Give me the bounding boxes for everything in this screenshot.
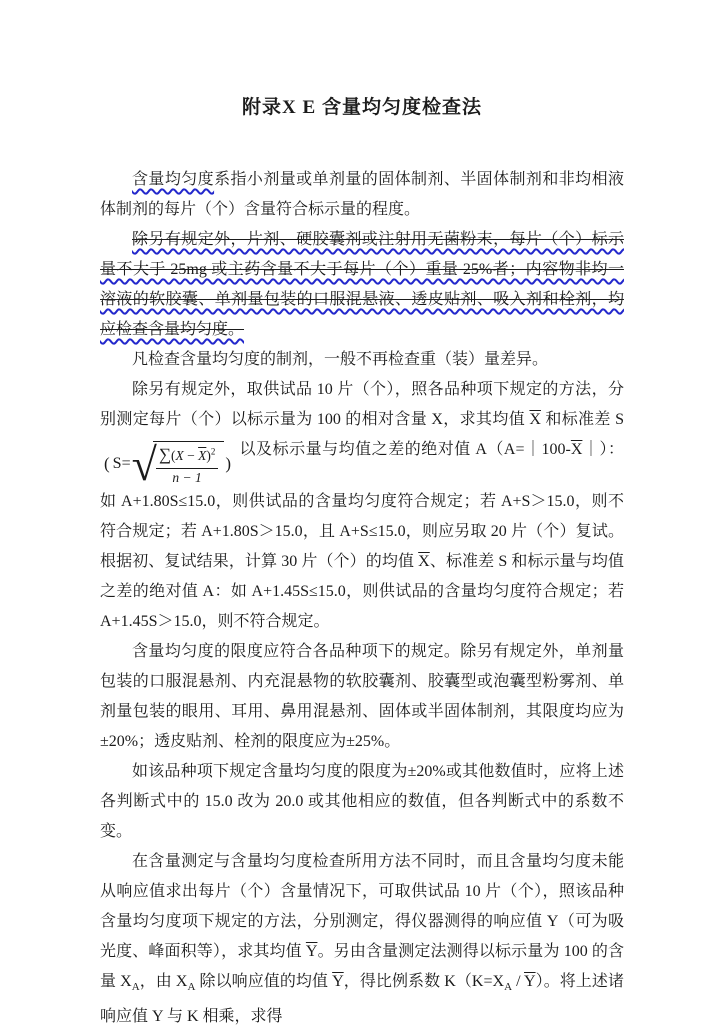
paragraph-text: ，由 X [139, 972, 188, 990]
formula-exponent: 2 [210, 446, 216, 457]
paragraph-limits [100, 637, 624, 757]
paragraph-text: ｜）：如 A+1.80S≤15.0，则供试品的含量均匀度符合规定；若 A+S＞15.0，则不符合规定；若 A+1.80S＞15.0，且 A+S≤15.0，则应另取 20 片（个）复试。根据初、复试结果，计算 30 片（个）的均值 [100, 441, 624, 570]
formula-x: X [175, 448, 184, 464]
formula-rparen: ) [206, 448, 211, 464]
wavy-underlined-term: 含量均匀度 [132, 171, 215, 188]
paragraph-text: 以及标示量与均值之差的绝对值 A（A=｜100- [235, 441, 571, 458]
formula-fraction [153, 441, 225, 486]
formula-denominator: n − 1 [172, 469, 202, 485]
radical-sign: √ [131, 439, 157, 490]
formula-open-bracket: ( [104, 454, 110, 473]
page-title: 附录X E 含量均匀度检查法 [242, 97, 482, 118]
paragraph-text: 如该品种项下规定含量均匀度的限度为±20%或其他数值时，应将上述各判断式中的 15.0 改为 20.0 或其他相应的数值，但各判断式中的系数不变。 [100, 762, 624, 840]
paragraph-text: 在含量测定与含量均匀度检查所用方法不同时，而且含量均匀度未能从响应值求出每片（个）含量情况下，可取供试品 10 片（个），照该品种含量均匀度项下规定的方法，分别测定，得仪器测得的响应值 Y（可为吸光度、峰面积等），求其均值 [100, 852, 624, 960]
paragraph-text: ，得比例系数 K（K=X [343, 972, 505, 990]
paragraph-definition [100, 165, 624, 225]
formula-minus: − [183, 448, 199, 464]
paragraph-deleted [100, 225, 624, 345]
struck-text: 除另有规定外，片剂、硬胶囊剂或注射用无菌粉末，每片（个）标示量不大于 25mg 或主药含量不大于每片（个）重量 25%者；内容物非均一溶液的软胶囊、单剂量包装的口服混悬液、透皮贴剂、吸入剂和栓剂，均应检查含量均匀度。 [100, 231, 624, 338]
formula-lhs: S= [112, 455, 131, 472]
paragraph-text: 。另由含量测定法测得以标示量为 100 的含量 X [100, 942, 624, 990]
paragraph-text: 、标准差 S 和标示量与均值之差的绝对值 A：如 A+1.45S≤15.0，则供试品的含量均匀度符合规定；若 A+1.45S＞15.0，则不符合规定。 [100, 552, 624, 630]
subscript-a: A [504, 980, 513, 993]
formula-lparen: ( [170, 448, 176, 464]
subscript-a: A [131, 980, 140, 993]
formula-close-bracket: ) [225, 454, 232, 473]
paragraph-response-method [100, 847, 624, 1032]
document-body [100, 165, 624, 1032]
paragraph-text: 除另有规定外，取供试品 10 片（个），照各品种项下规定的方法，分别测定每片（个）以标示量为 100 的相对含量 X，求其均值 [100, 381, 624, 428]
subscript-a: A [187, 980, 196, 993]
y-bar-symbol: $\overline{Y}$ [305, 942, 318, 960]
x-bar-symbol: $\overline{X}$ [418, 552, 430, 570]
formula-x-bar: $\overline{X}$ [198, 448, 207, 464]
paragraph-text: 和标准差 S [540, 411, 624, 428]
formula-numerator [156, 444, 219, 468]
y-bar-symbol: $\overline{Y}$ [524, 972, 536, 990]
x-bar-symbol: $\overline{X}$ [570, 441, 583, 458]
paragraph-limit-adjustment [100, 757, 624, 847]
sigma-symbol: ∑ [158, 445, 171, 465]
x-bar-symbol: $\overline{X}$ [529, 411, 541, 428]
paragraph-text: / [512, 972, 525, 990]
paragraph-test-method [100, 375, 624, 637]
paragraph-text: 系指小剂量或单剂量的固体制剂、半固体制剂和非均相液体制剂的每片（个）含量符合标示量的程度。 [100, 171, 624, 218]
y-bar-symbol: $\overline{Y}$ [332, 972, 344, 990]
paragraph-text: 凡检查含量均匀度的制剂，一般不再检查重（装）量差异。 [132, 351, 549, 368]
paragraph-text: 含量均匀度的限度应符合各品种项下的规定。除另有规定外，单剂量包装的口服混悬剂、内充混悬物的软胶囊剂、胶囊型或泡囊型粉雾剂、单剂量包装的眼用、耳用、鼻用混悬剂、固体或半固体制剂，其限度均应为±20%；透皮贴剂、栓剂的限度应为±25%。 [100, 642, 624, 750]
paragraph-text: 除以响应值的均值 [195, 972, 333, 990]
paragraph-text: ）。将上述诸响应值 Y 与 K 相乘，求得 [100, 972, 624, 1025]
standard-deviation-formula [103, 439, 232, 490]
wavy-underline-wrap [100, 231, 624, 338]
paragraph-weight-variation [100, 345, 624, 375]
